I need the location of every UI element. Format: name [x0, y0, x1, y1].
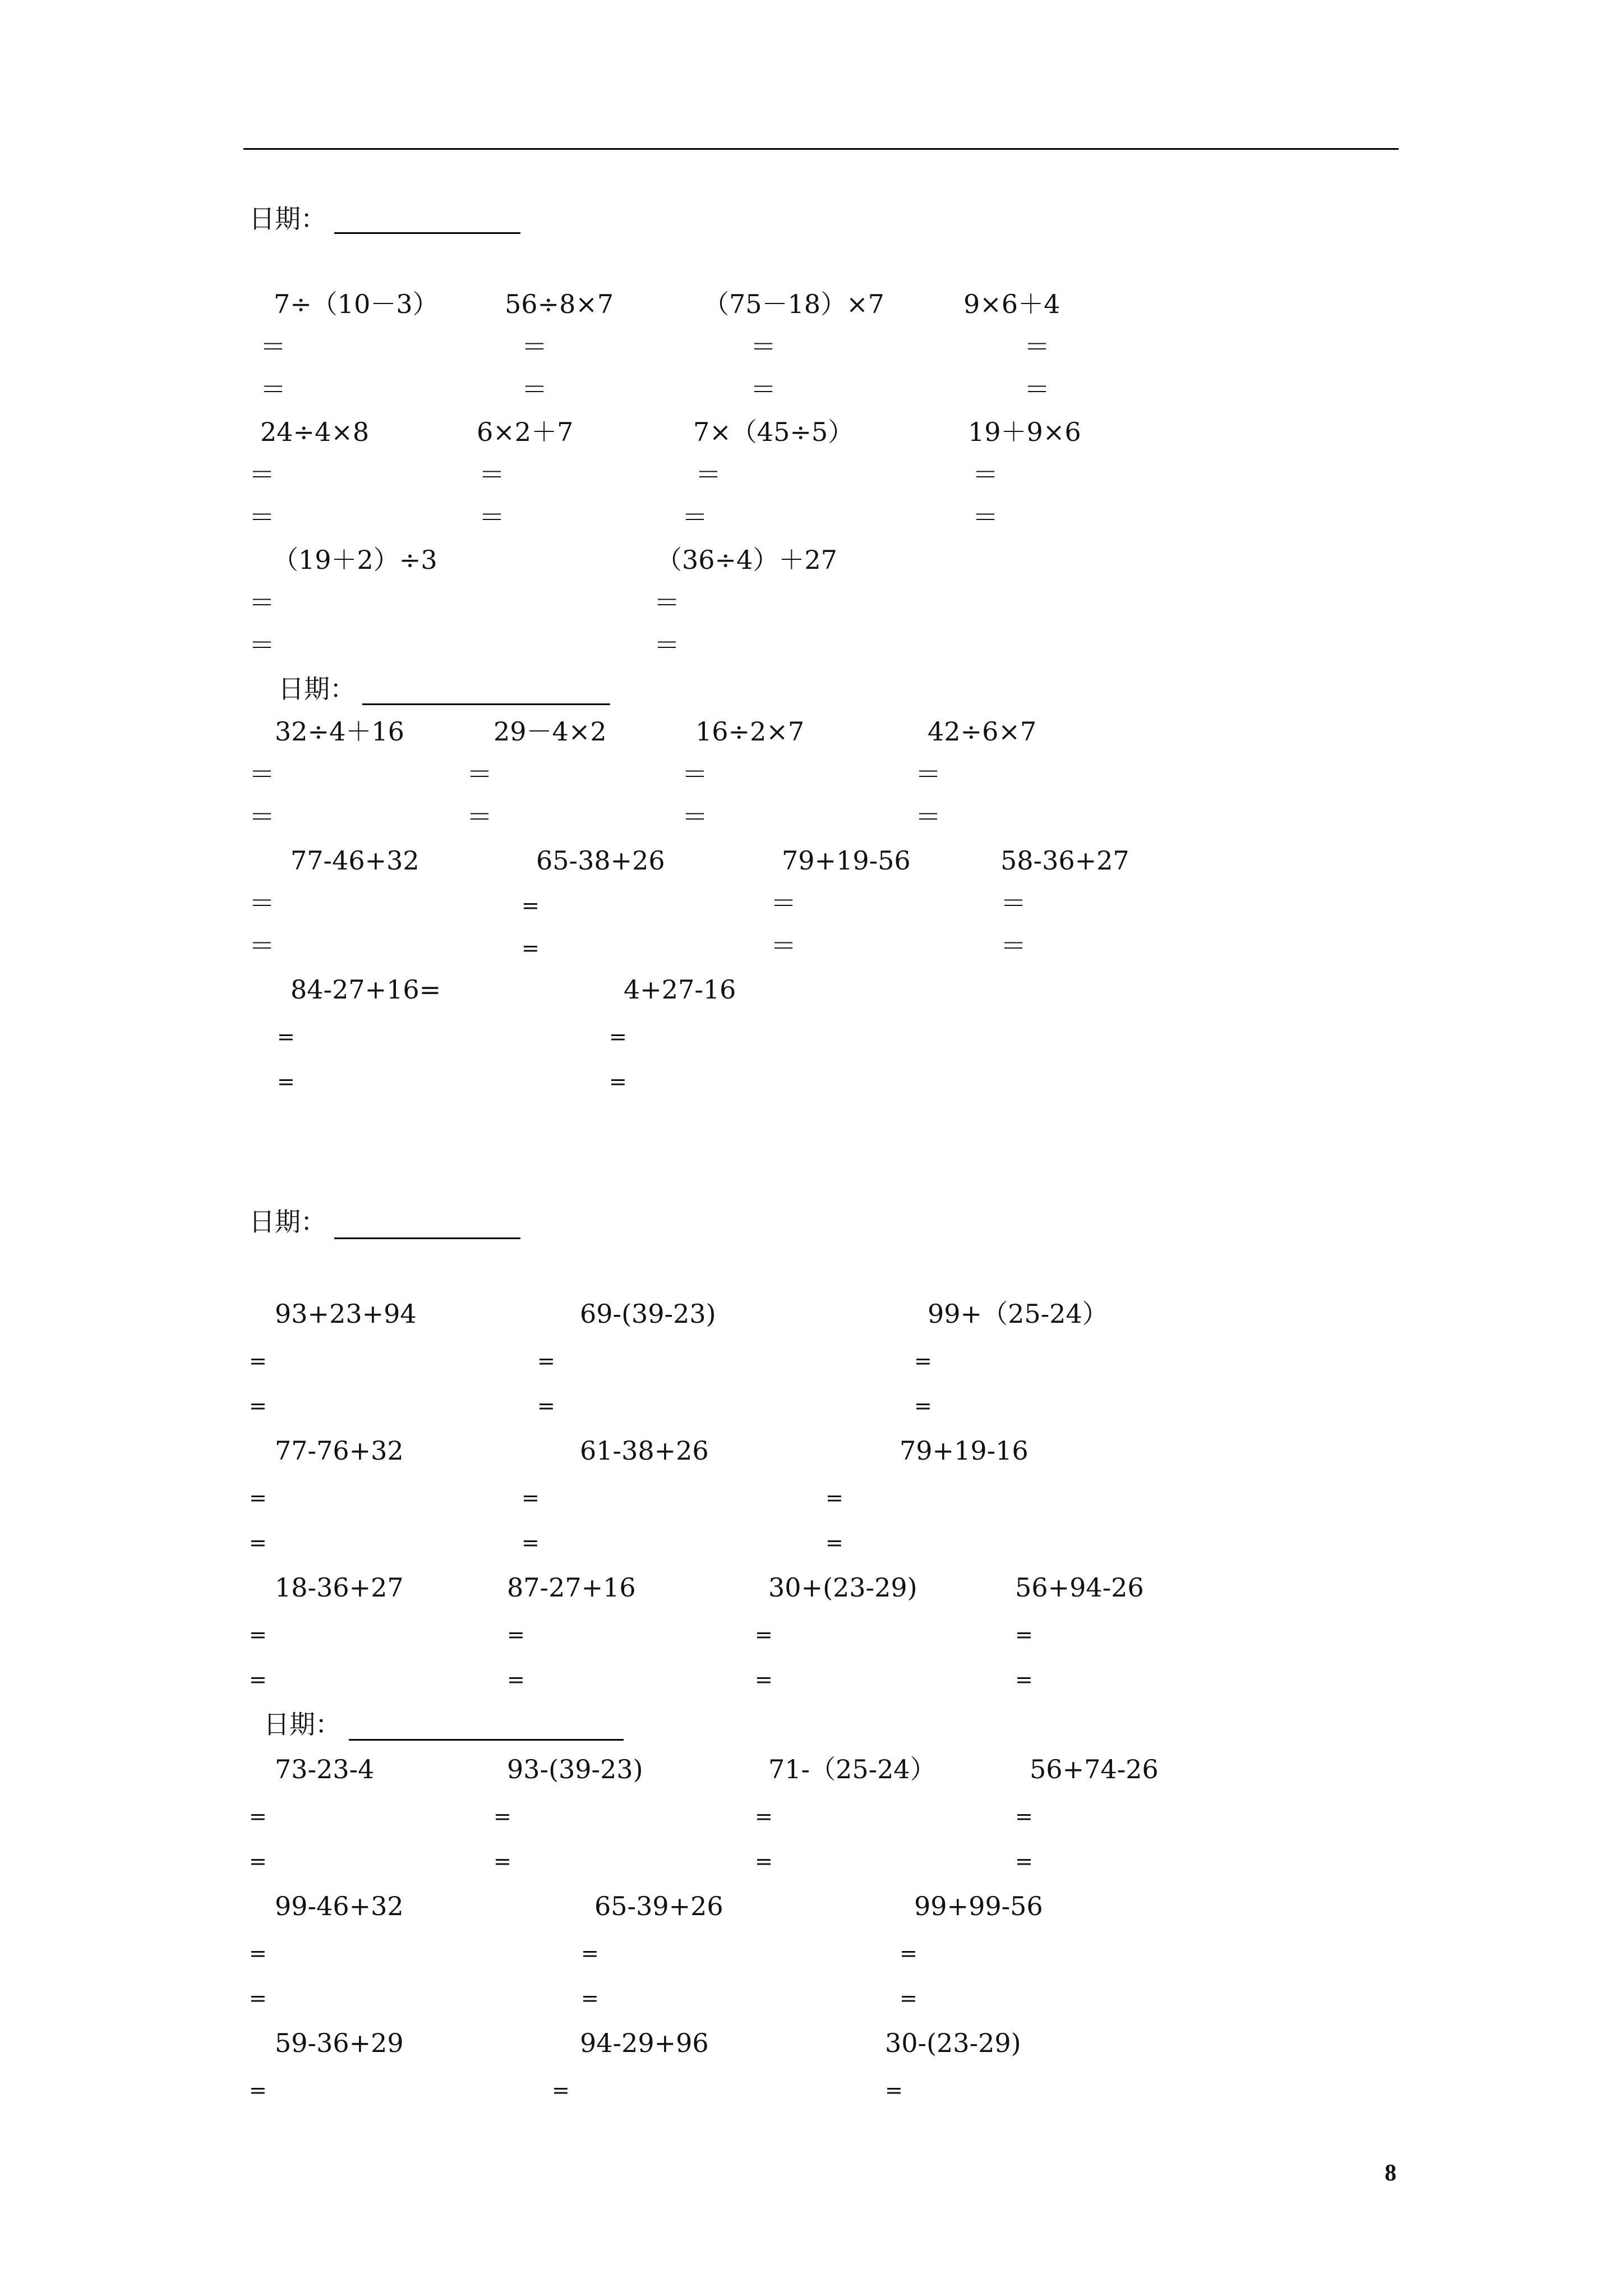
- equals-sign: ＝: [682, 759, 708, 789]
- equals-sign: ＝: [522, 332, 547, 362]
- date-label: 日期：: [249, 204, 326, 234]
- equals-sign: =: [249, 1941, 267, 1966]
- equals-sign: =: [1015, 1849, 1033, 1874]
- equals-sign: ＝: [915, 802, 941, 832]
- date-label: 日期：: [264, 1709, 341, 1740]
- problem: 77-76+32: [275, 1435, 404, 1466]
- equals-sign: =: [249, 1667, 267, 1692]
- equals-sign: ＝: [260, 332, 286, 362]
- equals-sign: ＝: [467, 802, 492, 832]
- equals-sign: ＝: [249, 502, 275, 532]
- equals-sign: ＝: [249, 888, 275, 918]
- equals-sign: ＝: [1000, 931, 1026, 961]
- equals-sign: ＝: [750, 374, 776, 404]
- problem: 18-36+27: [275, 1572, 404, 1603]
- date-blank: [334, 1237, 520, 1239]
- equals-sign: =: [507, 1622, 525, 1647]
- problem: 19＋9×6: [968, 417, 1081, 447]
- equals-sign: =: [522, 1485, 540, 1510]
- equals-sign: =: [755, 1667, 773, 1692]
- problem: 58-36+27: [1000, 845, 1129, 876]
- equals-sign: =: [249, 1849, 267, 1874]
- equals-sign: ＝: [1000, 888, 1026, 918]
- date-blank: [334, 232, 520, 234]
- problem: 99+（25-24）: [928, 1299, 1108, 1329]
- date-label: 日期：: [278, 674, 356, 704]
- problem: 61-38+26: [580, 1435, 709, 1466]
- equals-sign: ＝: [249, 931, 275, 961]
- equals-sign: =: [826, 1485, 843, 1510]
- equals-sign: ＝: [654, 630, 680, 660]
- equals-sign: =: [755, 1849, 773, 1874]
- equals-sign: =: [581, 1986, 599, 2010]
- equals-sign: =: [914, 1349, 932, 1373]
- problem: 7÷（10－3）: [274, 289, 439, 319]
- problem: 73-23-4: [275, 1754, 375, 1784]
- equals-sign: =: [1015, 1622, 1033, 1647]
- equals-sign: =: [494, 1849, 511, 1874]
- equals-sign: =: [755, 1622, 773, 1647]
- equals-sign: ＝: [249, 630, 275, 660]
- equals-sign: ＝: [249, 587, 275, 618]
- equals-sign: ＝: [1024, 332, 1050, 362]
- equals-sign: ＝: [249, 802, 275, 832]
- problem: 7×（45÷5）: [693, 417, 854, 447]
- equals-sign: =: [900, 1941, 917, 1966]
- equals-sign: =: [522, 893, 540, 918]
- equals-sign: =: [537, 1349, 555, 1373]
- problem: 99+99-56: [914, 1891, 1043, 1921]
- equals-sign: =: [249, 1349, 267, 1373]
- equals-sign: =: [885, 2078, 903, 2102]
- problem: 24÷4×8: [260, 417, 370, 447]
- problem: 84-27+16=: [291, 974, 441, 1005]
- equals-sign: =: [1015, 1804, 1033, 1829]
- equals-sign: =: [249, 1393, 267, 1418]
- problem: 56+94-26: [1015, 1572, 1144, 1603]
- equals-sign: =: [249, 1804, 267, 1829]
- problem: 4+27-16: [624, 974, 736, 1005]
- problem: 29－4×2: [494, 716, 607, 747]
- problem: 6×2＋7: [477, 417, 574, 447]
- equals-sign: ＝: [915, 759, 941, 789]
- problem: 42÷6×7: [928, 716, 1037, 747]
- equals-sign: =: [249, 2078, 267, 2102]
- equals-sign: =: [537, 1393, 555, 1418]
- problem: 9×6＋4: [963, 289, 1061, 319]
- equals-sign: =: [1015, 1667, 1033, 1692]
- problem: 59-36+29: [275, 2028, 404, 2058]
- problem: 94-29+96: [580, 2028, 709, 2058]
- equals-sign: =: [249, 1986, 267, 2010]
- problem: 65-39+26: [594, 1891, 723, 1921]
- equals-sign: ＝: [479, 502, 505, 532]
- problem: 93+23+94: [275, 1299, 417, 1329]
- equals-sign: ＝: [1024, 374, 1050, 404]
- page-number: 8: [1385, 2160, 1396, 2186]
- problem: 56+74-26: [1030, 1754, 1159, 1784]
- equals-sign: ＝: [972, 459, 998, 490]
- problem: 30-(23-29): [885, 2028, 1021, 2058]
- header-rule: [243, 148, 1399, 150]
- equals-sign: =: [249, 1622, 267, 1647]
- equals-sign: =: [755, 1804, 773, 1829]
- equals-sign: =: [249, 1485, 267, 1510]
- equals-sign: ＝: [654, 587, 680, 618]
- equals-sign: =: [581, 1941, 599, 1966]
- problem: 71-（25-24）: [768, 1754, 936, 1784]
- equals-sign: =: [277, 1024, 295, 1049]
- problem: （36÷4）＋27: [656, 545, 837, 575]
- problem: 93-(39-23): [507, 1754, 643, 1784]
- equals-sign: ＝: [972, 502, 998, 532]
- equals-sign: ＝: [750, 332, 776, 362]
- equals-sign: ＝: [249, 759, 275, 789]
- equals-sign: ＝: [522, 374, 547, 404]
- problem: 69-(39-23): [580, 1299, 716, 1329]
- equals-sign: ＝: [479, 459, 505, 490]
- problem: 65-38+26: [536, 845, 665, 876]
- equals-sign: =: [609, 1069, 627, 1094]
- equals-sign: ＝: [695, 459, 721, 490]
- equals-sign: ＝: [771, 931, 796, 961]
- equals-sign: =: [277, 1069, 295, 1094]
- equals-sign: =: [552, 2078, 570, 2102]
- equals-sign: =: [494, 1804, 511, 1829]
- equals-sign: ＝: [260, 374, 286, 404]
- equals-sign: ＝: [467, 759, 492, 789]
- equals-sign: =: [914, 1393, 932, 1418]
- problem: 87-27+16: [507, 1572, 636, 1603]
- problem: （75－18）×7: [703, 289, 884, 319]
- date-label: 日期：: [249, 1207, 326, 1237]
- date-blank: [349, 1739, 624, 1741]
- problem: 32÷4＋16: [275, 716, 404, 747]
- date-blank: [362, 703, 610, 705]
- problem: 79+19-16: [900, 1435, 1029, 1466]
- equals-sign: ＝: [682, 502, 708, 532]
- problem: 99-46+32: [275, 1891, 404, 1921]
- problem: 77-46+32: [291, 845, 419, 876]
- equals-sign: =: [249, 1530, 267, 1555]
- equals-sign: ＝: [771, 888, 796, 918]
- equals-sign: ＝: [249, 459, 275, 490]
- equals-sign: =: [826, 1530, 843, 1555]
- problem: 30+(23-29): [768, 1572, 917, 1603]
- equals-sign: ＝: [682, 802, 708, 832]
- equals-sign: =: [900, 1986, 917, 2010]
- problem: （19＋2）÷3: [273, 545, 437, 575]
- equals-sign: =: [507, 1667, 525, 1692]
- problem: 16÷2×7: [695, 716, 805, 747]
- equals-sign: =: [609, 1024, 627, 1049]
- equals-sign: =: [522, 936, 540, 960]
- problem: 79+19-56: [782, 845, 911, 876]
- problem: 56÷8×7: [505, 289, 614, 319]
- equals-sign: =: [522, 1530, 540, 1555]
